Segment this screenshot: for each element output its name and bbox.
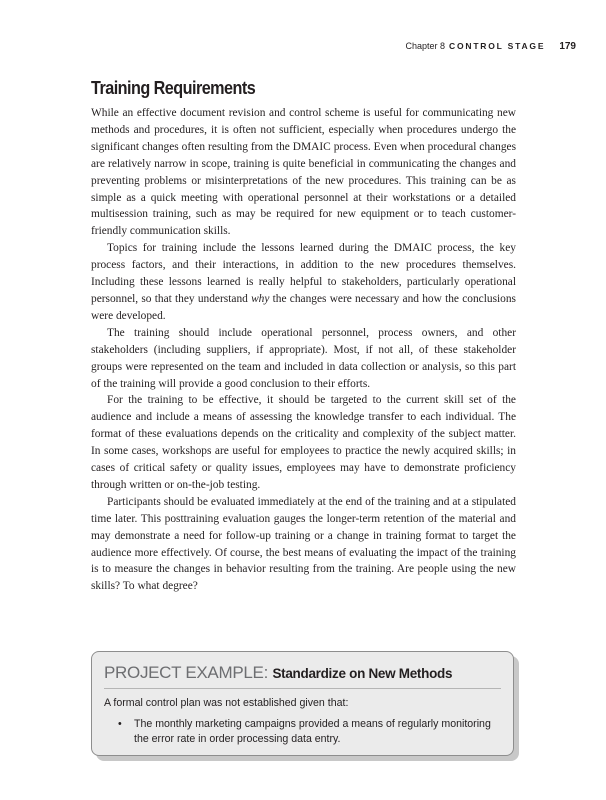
paragraph: Participants should be evaluated immediately at the end of the training and at a stipulated time later. This posttraining evaluation gauges the longer-term retention of the material and may demonstrate a need for follow-up training or a change in training format to target the audience more effectively. Of course, the best means of evaluating the impact of the training is to measure the changes in behavior resulting from the training. Are people using the new skills? To what degree? bbox=[91, 495, 516, 593]
paragraph: For the training to be effective, it should be targeted to the current skill set of the audience and include a means of assessing the knowledge transfer to each individual. The format of these evaluations depends on the criticality and complexity of the subject matter. In some cases, workshops are useful for employees to practice the newly acquired skills; in cases of critical safety or quality issues, employees may have to demonstrate proficiency through written or on-the-job testing. bbox=[91, 394, 516, 491]
chapter-label: Chapter 8 bbox=[405, 41, 446, 51]
callout-title: Standardize on New Methods bbox=[272, 666, 453, 681]
chapter-title: CONTROL STAGE bbox=[449, 41, 546, 51]
callout-bullet-list bbox=[92, 717, 513, 747]
callout-intro: A formal control plan was not established given that: bbox=[104, 697, 349, 709]
paragraph: While an effective document revision and control scheme is useful for communicating new methods and procedures, it is often not sufficient, especially when procedures undergo the significant changes often resulting from the DMAIC process. Even when procedural changes are relatively narrow in scope, training is quite beneficial in communicating the changes and preventing problems or misinterpretations of the new procedures. This training can be as simple as a quick meeting with operational personnel at their workstations or a detailed multisession training, such as may be required for new equipment or to teach customer-friendly communication skills. bbox=[91, 107, 516, 238]
emphasis-why: why bbox=[251, 292, 270, 305]
section-title: Training Requirements bbox=[91, 78, 256, 98]
body-text bbox=[91, 105, 516, 595]
paragraph-topics: Topics for training include the lessons learned during the DMAIC process, the key process factors, and their interactions, in addition to the new procedures themselves. Including these lessons learned is really helpful to stakeholders, particularly operational personnel, so that they understand why the changes were necessary and how the conclusions were developed. bbox=[91, 242, 516, 322]
list-item: • The monthly marketing campaigns provided a means of regularly monitoring the error rate in order processing data entry. bbox=[134, 717, 501, 747]
callout-header bbox=[104, 663, 501, 689]
running-head bbox=[380, 41, 576, 52]
paragraph: The training should include operational personnel, process owners, and other stakeholders (including suppliers, if appropriate). Most, if not all, of these stakeholder groups were represented on the team and included in data collection or analysis, so this part of the training will provide a good conclusion to their efforts. bbox=[91, 326, 516, 390]
page-number: 179 bbox=[559, 41, 576, 52]
callout-label: PROJECT EXAMPLE: bbox=[104, 663, 268, 682]
project-example-box bbox=[91, 651, 514, 756]
